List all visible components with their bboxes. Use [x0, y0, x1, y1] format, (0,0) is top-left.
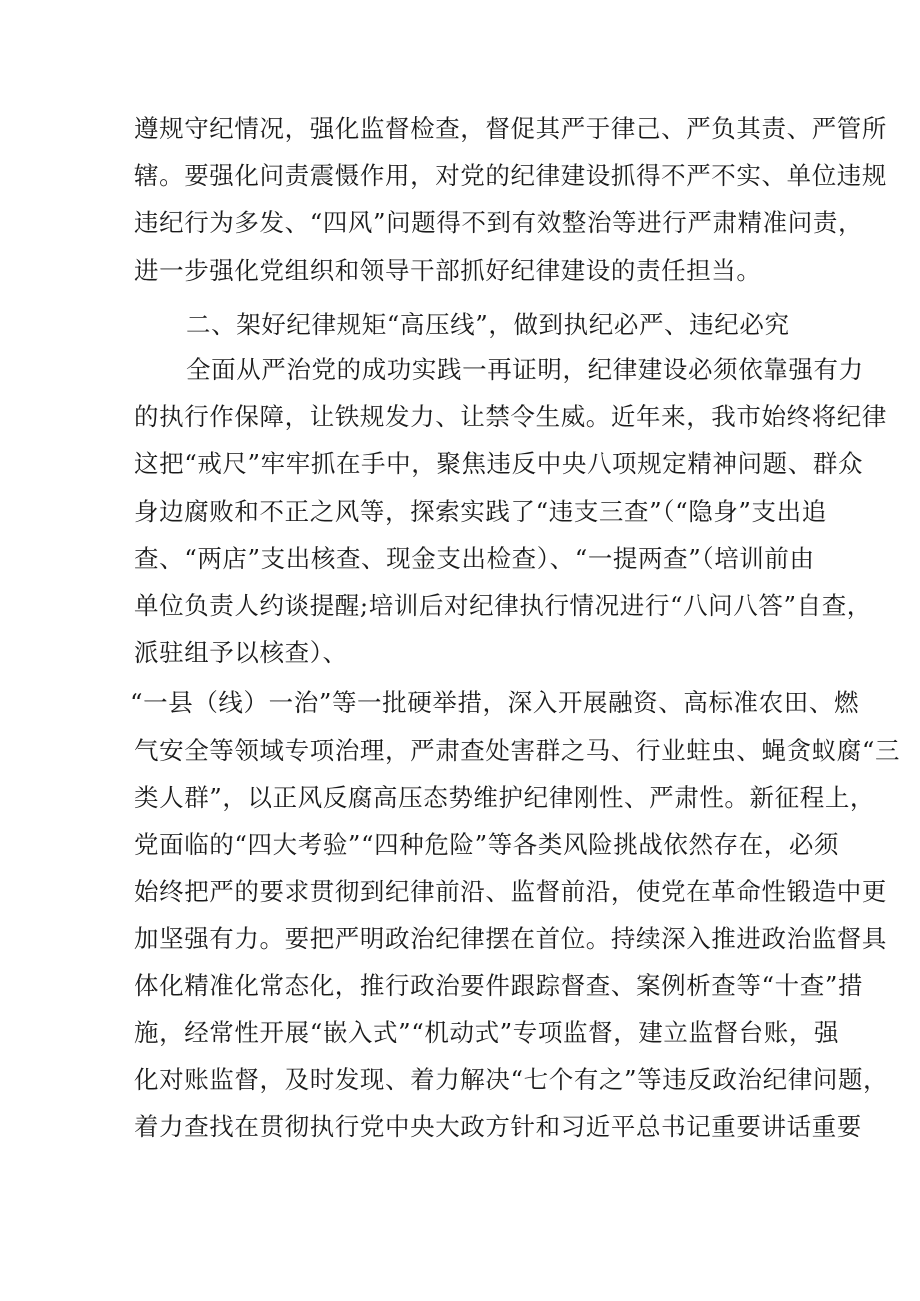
- body-text-line: 单位负责人约谈提醒;培训后对纪律执行情况进行“八问八答”自查，: [134, 591, 872, 620]
- paragraph-first-line: 全面从严治党的成功实践一再证明，纪律建设必须依靠强有力: [186, 355, 864, 384]
- body-text-line: 体化精准化常态化，推行政治要件跟踪督查、案例析查等“十查”措: [134, 971, 864, 1000]
- body-text-line: 党面临的“四大考验”“四种危险”等各类风险挑战依然存在，必须: [134, 830, 840, 859]
- body-text-line: 加坚强有力。要把严明政治纪律摆在首位。持续深入推进政治监督具: [134, 924, 887, 953]
- body-text-line: 施，经常性开展“嵌入式”“机动式”专项监督，建立监督台账，强: [134, 1018, 840, 1047]
- body-text-line: 派驻组予以核查）、: [134, 638, 348, 667]
- body-text-line: “一县（线）一治”等一批硬举措，深入开展融资、高标准农田、燃: [130, 688, 860, 717]
- body-text-line: 气安全等领域专项治理，严肃查处害群之马、行业蛀虫、蝇贪蚁腐“三: [134, 736, 901, 765]
- body-text-line: 始终把严的要求贯彻到纪律前沿、监督前沿，使党在革命性锻造中更: [134, 877, 887, 906]
- body-text-line: 这把“戒尺”牢牢抓在手中，聚焦违反中央八项规定精神问题、群众: [134, 449, 864, 478]
- body-text-line: 辖。要强化问责震慑作用，对党的纪律建设抓得不严不实、单位违规: [134, 161, 887, 190]
- body-text-line: 进一步强化党组织和领导干部抓好纪律建设的责任担当。: [134, 256, 762, 285]
- body-text-line: 违纪行为多发、“四风”问题得不到有效整治等进行严肃精准问责，: [134, 208, 864, 237]
- section-heading: 二、架好纪律规矩“高压线”，做到执纪必严、违纪必究: [186, 310, 790, 339]
- body-text-line: 遵规守纪情况，强化监督检查，督促其严于律己、严负其责、严管所: [134, 114, 887, 143]
- body-text-line: 查、“两店”支出核查、现金支出检查）、“一提两查”（培训前由: [134, 544, 815, 573]
- body-text-line: 化对账监督，及时发现、着力解决“七个有之”等违反政治纪律问题，: [134, 1065, 889, 1094]
- body-text-line: 身边腐败和不正之风等，探索实践了“违支三查”（“隐身”支出追: [134, 497, 827, 526]
- body-text-line: 着力查找在贯彻执行党中央大政方针和习近平总书记重要讲话重要: [134, 1112, 862, 1141]
- body-text-line: 类人群”，以正风反腐高压态势维护纪律刚性、严肃性。新征程上，: [134, 783, 876, 812]
- body-text-line: 的执行作保障，让铁规发力、让禁令生威。近年来，我市始终将纪律: [134, 402, 887, 431]
